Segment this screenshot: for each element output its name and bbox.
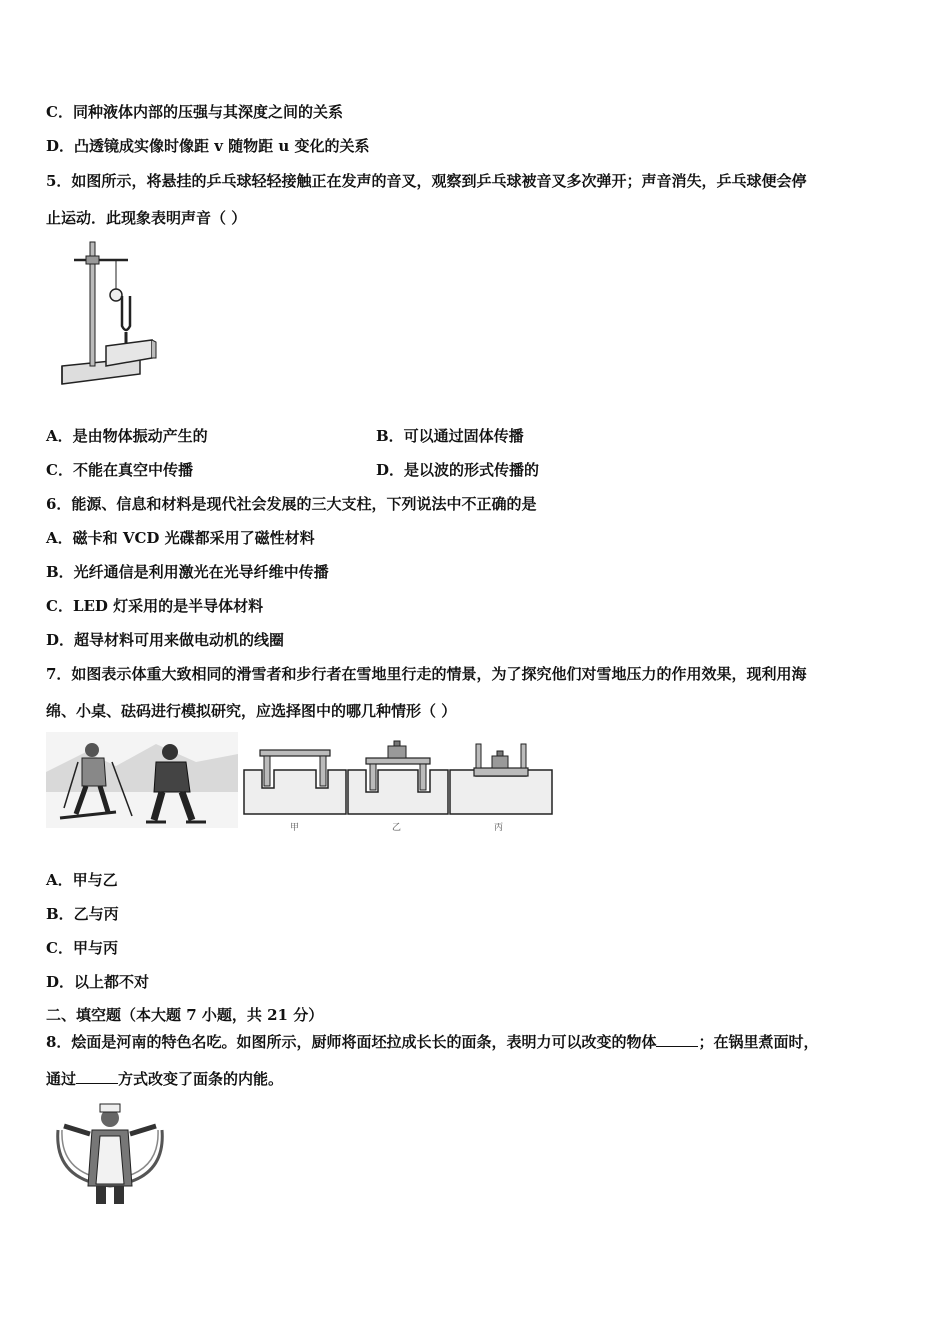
q5-option-a: A．是由物体振动产生的 <box>46 427 208 445</box>
q8-stem-line1 <box>46 1032 818 1052</box>
q7-option-b: B．乙与丙 <box>46 905 119 923</box>
figure-yi <box>348 741 448 814</box>
q8-stem-part2: ；在锅里煮面时， <box>698 1033 819 1051</box>
section-title: 二、填空题（本大题 7 小题，共 21 分） <box>46 1006 324 1024</box>
q5-option-b: B．可以通过固体传播 <box>376 427 524 445</box>
q5-stem-line2: 止运动．此现象表明声音（ ） <box>46 209 247 227</box>
q7-option-a: A．甲与乙 <box>46 871 118 889</box>
skier-walker-picture <box>46 732 238 828</box>
q6-stem: 6．能源、信息和材料是现代社会发展的三大支柱，下列说法中不正确的是 <box>46 495 537 513</box>
q8-line2-part2: 方式改变了面条的内能。 <box>118 1070 284 1088</box>
q7-stem-line2: 绵、小桌、砝码进行模拟研究，应选择图中的哪几种情形（ ） <box>46 702 457 720</box>
figure-bing <box>450 744 552 814</box>
label-jia: 甲 <box>290 823 300 833</box>
tuning-fork-figure <box>56 234 162 392</box>
sponge-table-figures <box>242 740 554 836</box>
q8-line2-part1: 通过 <box>46 1070 77 1088</box>
q6-option-d: D．超导材料可用来做电动机的线圈 <box>46 631 285 649</box>
q7-stem-line1: 7．如图表示体重大致相同的滑雪者和步行者在雪地里行走的情景，为了探究他们对雪地压力的作用效果，现利用海 <box>46 665 807 683</box>
q5-option-c: C．不能在真空中传播 <box>46 461 193 479</box>
q4-option-c: C．同种液体内部的压强与其深度之间的关系 <box>46 103 343 121</box>
q6-option-a: A．磁卡和 VCD 光碟都采用了磁性材料 <box>46 529 315 547</box>
q6-option-b: B．光纤通信是利用激光在光导纤维中传播 <box>46 563 329 581</box>
q5-option-d: D．是以波的形式传播的 <box>376 461 540 479</box>
q5-stem-line1: 5．如图所示，将悬挂的乒乓球轻轻接触正在发声的音叉，观察到乒乓球被音叉多次弹开；声音消失，乒乓球便会停 <box>46 172 807 190</box>
figure-jia <box>244 750 346 814</box>
answer-blank-2[interactable] <box>76 1069 118 1084</box>
label-bing: 丙 <box>494 823 504 833</box>
label-yi: 乙 <box>392 823 402 833</box>
chef-noodle-figure <box>50 1100 170 1208</box>
q7-option-d: D．以上都不对 <box>46 973 150 991</box>
q8-stem-line2 <box>46 1069 283 1089</box>
q6-option-c: C．LED 灯采用的是半导体材料 <box>46 597 264 615</box>
q7-option-c: C．甲与丙 <box>46 939 118 957</box>
q8-stem-part1: 8．烩面是河南的特色名吃。如图所示，厨师将面坯拉成长长的面条，表明力可以改变的物体 <box>46 1033 657 1051</box>
q4-option-d: D．凸透镜成实像时像距 v 随物距 u 变化的关系 <box>46 137 370 155</box>
answer-blank-1[interactable] <box>656 1032 698 1047</box>
